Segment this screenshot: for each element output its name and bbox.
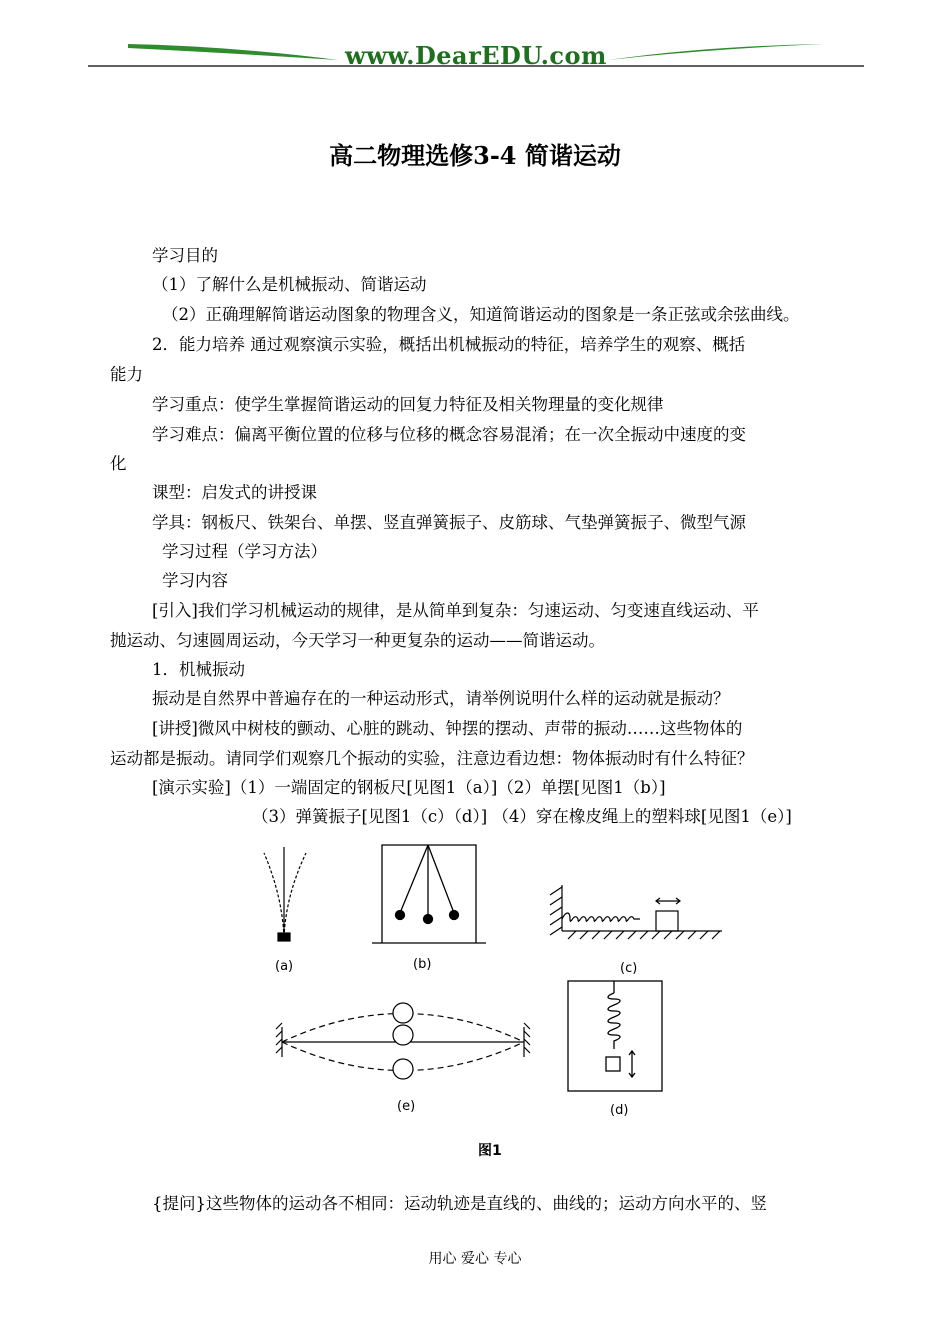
text-line: 学习难点：偏离平衡位置的位移与位移的概念容易混淆；在一次全振动中速度的变 <box>152 425 746 444</box>
caption-a: (a) <box>275 959 294 974</box>
diagram-e-rubber-cord-balls <box>276 1003 530 1079</box>
caption-e: (e) <box>397 1099 416 1114</box>
text-line: [演示实验]（1）一端固定的钢板尺[见图1（a）]（2）单摆[见图1（b）] <box>152 778 666 797</box>
figure-1 <box>250 835 730 1139</box>
text-line: [讲授]微风中树枝的颤动、心脏的跳动、钟摆的摆动、声带的振动……这些物体的 <box>152 719 743 738</box>
text-line: 化 <box>110 454 127 473</box>
caption-d: (d) <box>610 1103 629 1118</box>
text-line: 学具：钢板尺、铁架台、单摆、竖直弹簧振子、皮筋球、气垫弹簧振子、微型气源 <box>152 513 746 532</box>
text-line: 学习过程（学习方法） <box>162 542 327 561</box>
vibration-diagrams <box>250 835 730 1135</box>
header-banner <box>88 36 864 70</box>
text-line: {提问}这些物体的运动各不相同：运动轨迹是直线的、曲线的；运动方向水平的、竖 <box>152 1194 767 1213</box>
text-line: 1．机械振动 <box>152 660 245 679</box>
page-title: 高二物理选修3-4 简谐运动 <box>329 141 621 170</box>
text-line: 抛运动、匀速圆周运动，今天学习一种更复杂的运动——简谐运动。 <box>110 631 605 650</box>
text-line: 振动是自然界中普遍存在的一种运动形式，请举例说明什么样的运动就是振动？ <box>152 689 730 708</box>
text-line: 学习内容 <box>162 571 228 590</box>
text-line: （3）弹簧振子[见图1（c）（d）] （4）穿在橡皮绳上的塑料球[见图1（e）] <box>252 807 792 826</box>
header-logo: www.DearEDU.com <box>345 41 607 70</box>
text-line: 学习目的 <box>152 246 218 265</box>
diagram-b-pendulum <box>372 845 486 943</box>
text-line: 2．能力培养 通过观察演示实验，概括出机械振动的特征，培养学生的观察、概括 <box>152 335 746 354</box>
figure-title: 图1 <box>478 1143 502 1159</box>
page-footer: 用心 爱心 专心 <box>428 1251 522 1267</box>
diagram-c-horizontal-spring <box>550 885 722 939</box>
text-line: （2）正确理解简谐运动图象的物理含义，知道简谐运动的图象是一条正弦或余弦曲线。 <box>162 305 800 324</box>
diagram-a-steel-ruler <box>264 847 306 941</box>
text-line: 课型：启发式的讲授课 <box>152 483 317 502</box>
text-line: 学习重点：使学生掌握简谐运动的回复力特征及相关物理量的变化规律 <box>152 395 664 414</box>
text-line: 运动都是振动。请同学们观察几个振动的实验，注意边看边想：物体振动时有什么特征？ <box>110 749 754 768</box>
diagram-d-vertical-spring <box>568 981 662 1091</box>
caption-c: (c) <box>620 961 638 976</box>
caption-b: (b) <box>413 957 432 972</box>
text-line: （1）了解什么是机械振动、简谐运动 <box>152 275 427 294</box>
text-line: 能力 <box>110 365 143 384</box>
text-line: [引入]我们学习机械运动的规律，是从简单到复杂：匀速运动、匀变速直线运动、平 <box>152 601 759 620</box>
